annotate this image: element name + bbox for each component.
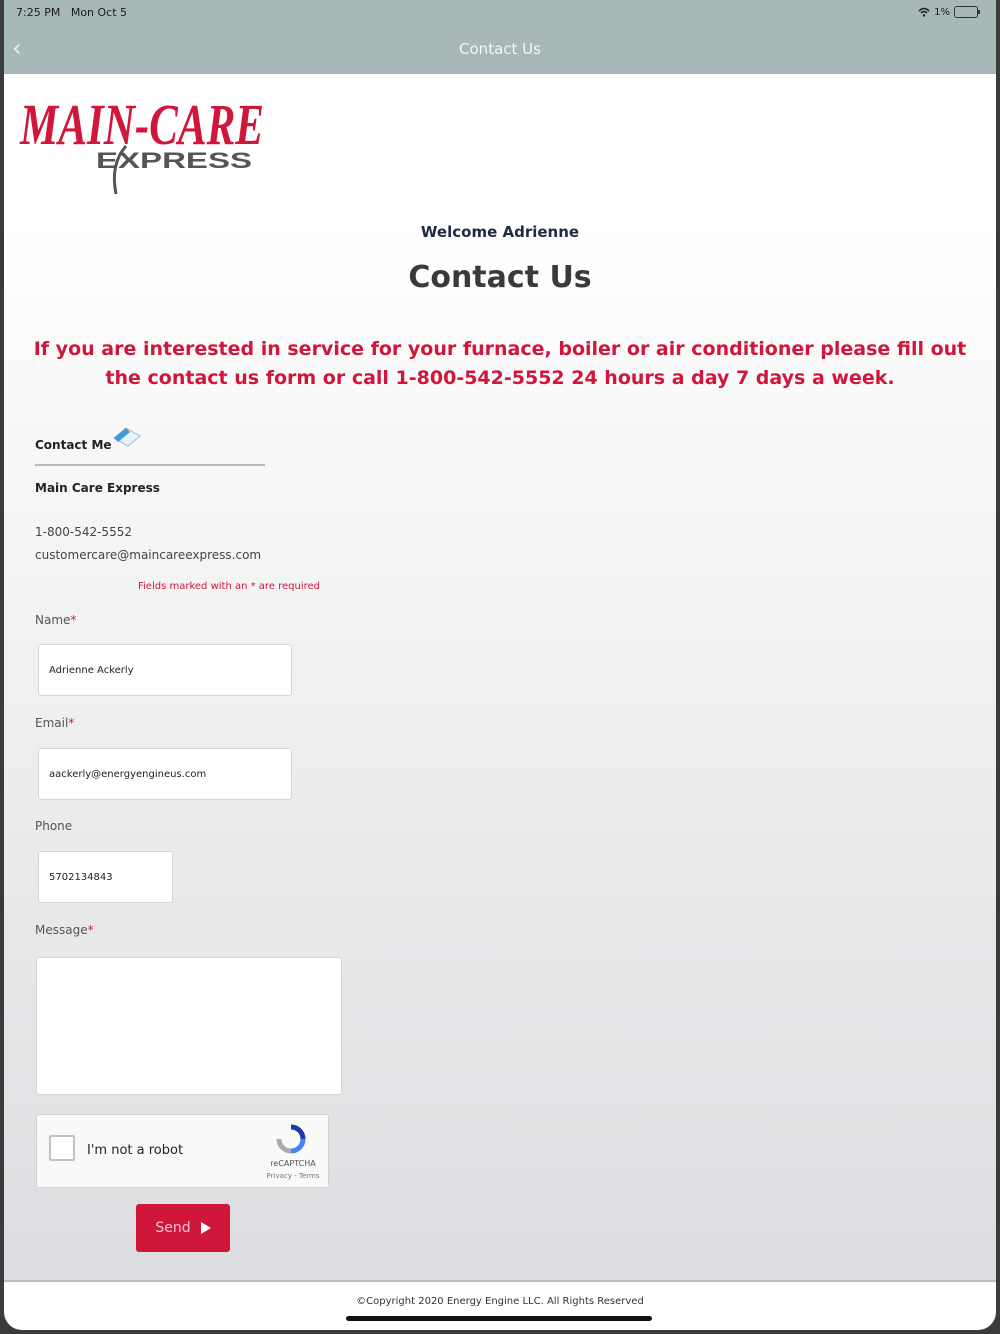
main-care-logo: [18, 82, 268, 197]
navigation-bar: [4, 0, 996, 74]
note-icon: [112, 424, 142, 450]
name-label-text: Name: [35, 613, 71, 627]
page-content: [4, 74, 996, 1280]
phone-input[interactable]: [38, 851, 173, 903]
logo-line2: EXPRESS: [96, 148, 252, 173]
name-input-value: Adrienne Ackerly: [49, 664, 134, 676]
footer-divider: [4, 1280, 996, 1282]
contact-email[interactable]: customercare@maincareexpress.com: [35, 548, 262, 562]
page-title: Contact Us: [408, 260, 592, 295]
battery-percent: 1%: [934, 6, 950, 18]
app-window: [4, 0, 996, 1330]
recaptcha-privacy-terms[interactable]: Privacy - Terms: [266, 1172, 320, 1180]
name-input[interactable]: [38, 644, 292, 696]
battery-icon: [954, 6, 978, 18]
required-star: *: [70, 613, 77, 627]
home-indicator[interactable]: [346, 1316, 652, 1321]
send-label: Send: [155, 1220, 191, 1236]
wifi-icon: [918, 7, 930, 17]
phone-label: [35, 819, 72, 833]
company-name: Main Care Express: [35, 481, 160, 495]
contact-phone[interactable]: 1-800-542-5552: [35, 525, 132, 539]
recaptcha-widget: [36, 1114, 329, 1188]
message-label-text: Message: [35, 923, 88, 937]
recaptcha-checkbox[interactable]: [49, 1135, 75, 1161]
contact-me-heading: Contact Me: [35, 438, 112, 452]
send-button[interactable]: [136, 1204, 230, 1252]
name-label: [35, 613, 76, 627]
phone-label-text: Phone: [35, 819, 73, 833]
email-label-text: Email: [35, 716, 69, 730]
email-input[interactable]: [38, 748, 292, 800]
logo-line1: MAIN-CARE: [19, 92, 264, 157]
phone-input-value: 5702134843: [49, 871, 113, 883]
message-label: [35, 923, 94, 937]
required-fields-note: Fields marked with an * are required: [138, 581, 321, 592]
required-star: *: [87, 923, 94, 937]
back-arrow-icon[interactable]: ‹: [12, 34, 22, 62]
intro-text: If you are interested in service for your furnace, boiler or air conditioner please fill out the contact us form or call 1-800-542-5552 24 hours a day 7 days a week.: [33, 338, 967, 389]
play-arrow-icon: [201, 1222, 211, 1234]
status-time: 7:25 PM: [16, 6, 61, 19]
recaptcha-brand: reCAPTCHA: [270, 1159, 316, 1168]
message-textarea[interactable]: [36, 957, 342, 1095]
required-star: *: [68, 716, 75, 730]
email-input-value: aackerly@energyengineus.com: [49, 768, 207, 780]
footer-copyright: ©Copyright 2020 Energy Engine LLC. All Rights Reserved: [356, 1296, 644, 1307]
welcome-message: Welcome Adrienne: [420, 223, 580, 241]
status-date: Mon Oct 5: [70, 6, 128, 19]
divider: [35, 464, 265, 466]
recaptcha-label: I'm not a robot: [87, 1143, 184, 1158]
status-bar-time: [16, 6, 127, 19]
status-bar-right: [918, 6, 978, 18]
email-label: [35, 716, 74, 730]
nav-title: Contact Us: [459, 40, 541, 58]
recaptcha-icon: [275, 1123, 307, 1155]
